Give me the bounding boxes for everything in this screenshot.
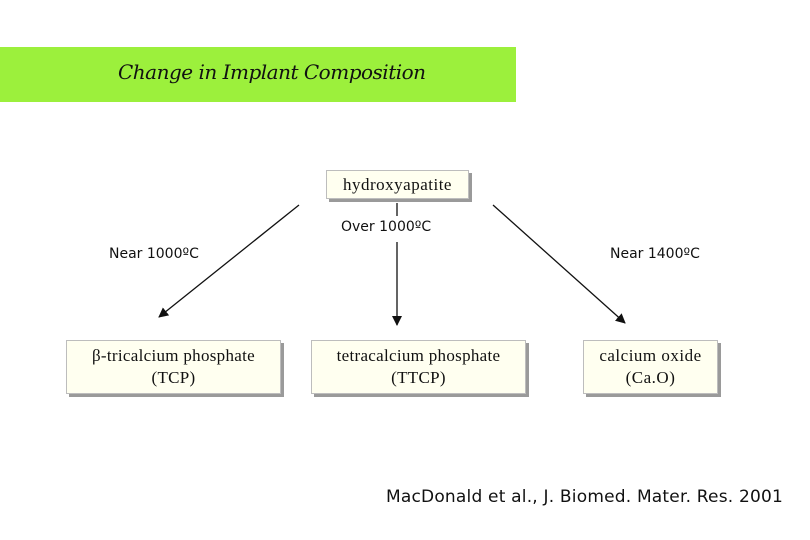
node-tcp-name: β-tricalcium phosphate (91, 346, 255, 365)
node-tcp (66, 340, 281, 394)
node-tcp-abbr: (TCP) (151, 368, 196, 387)
citation: MacDonald et al., J. Biomed. Mater. Res. 2001 (386, 487, 784, 507)
node-cao-abbr: (Ca.O) (625, 368, 676, 387)
node-ttcp (311, 340, 526, 394)
node-cao-name: calcium oxide (599, 346, 702, 365)
node-ttcp-name: tetracalcium phosphate (336, 346, 501, 365)
edge-label-over-1000: Over 1000ºC (341, 219, 432, 235)
node-hydroxyapatite: hydroxyapatite (326, 170, 469, 199)
page-title: Change in Implant Composition (118, 60, 426, 84)
node-ttcp-abbr: (TTCP) (391, 368, 446, 387)
arrow-to-cao (493, 205, 625, 323)
node-cao (583, 340, 718, 394)
edge-label-near-1400: Near 1400ºC (610, 246, 700, 262)
edge-label-near-1000: Near 1000ºC (109, 246, 199, 262)
